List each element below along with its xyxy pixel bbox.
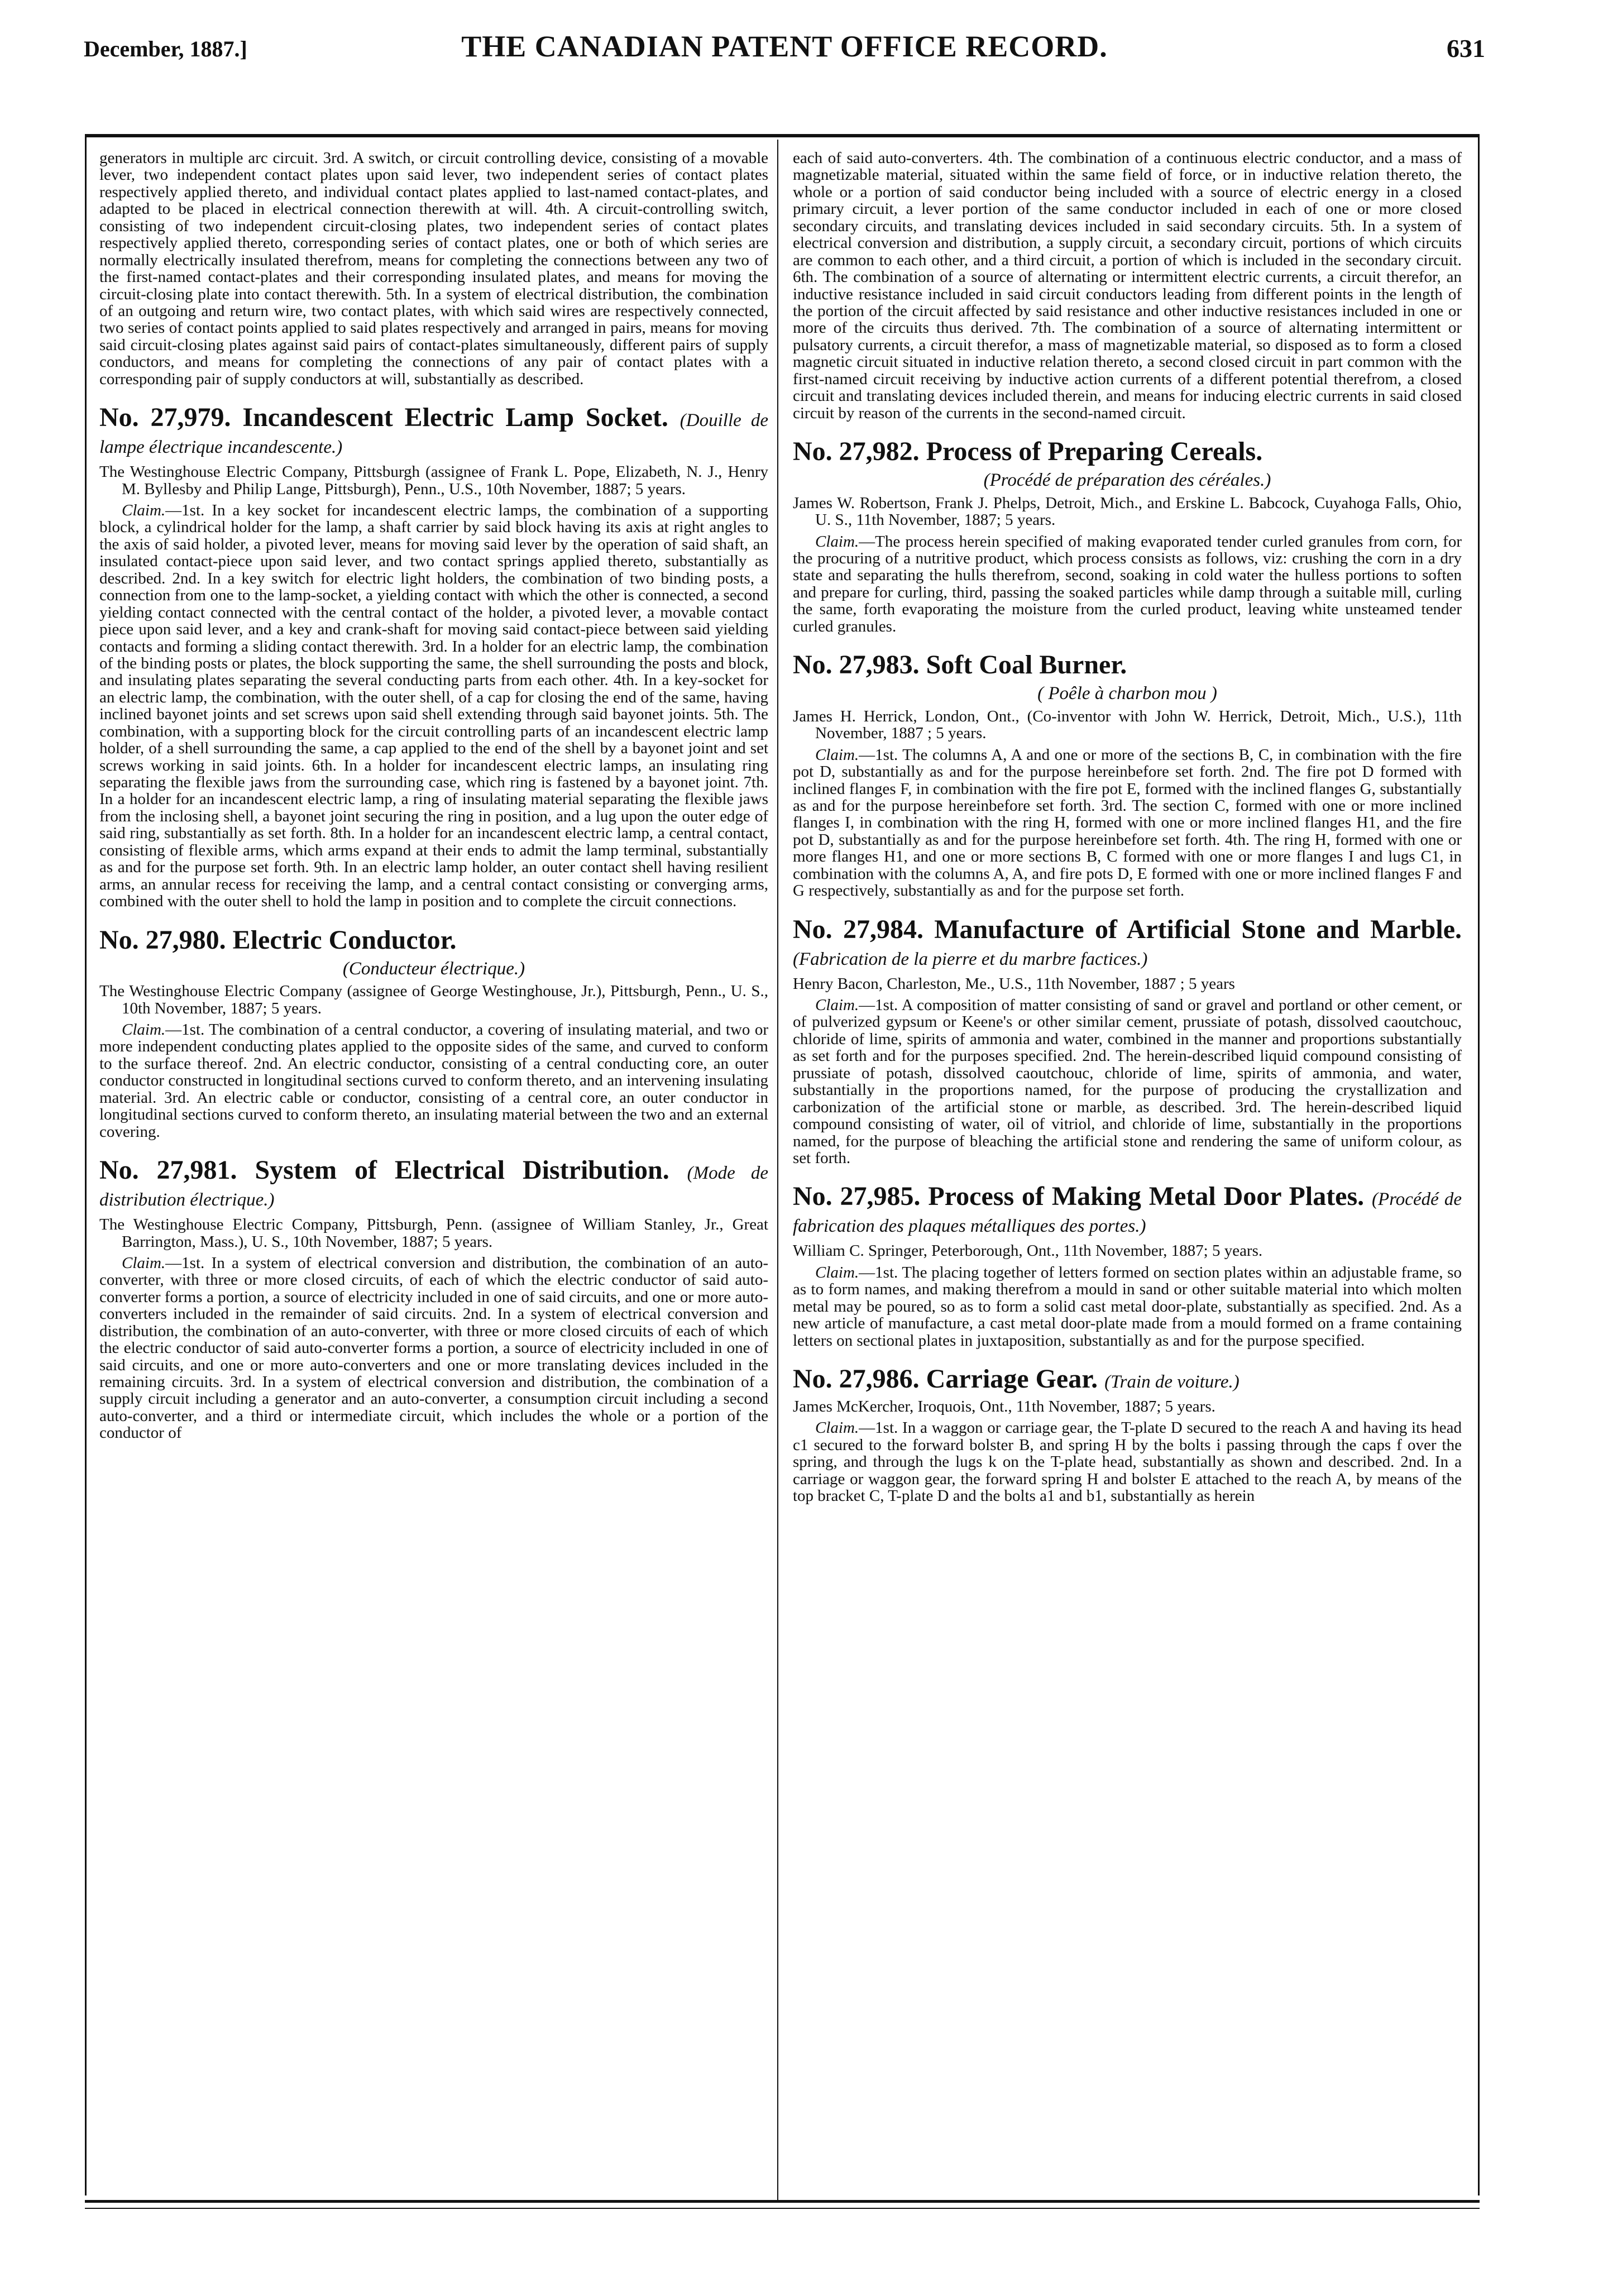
patent-title: Process of Making Metal Door Plates. [928,1182,1365,1212]
patent-entry-27984 [793,916,1462,1167]
patent-claims [793,533,1462,635]
bottom-rule-thick [85,2200,1480,2203]
claim-label: Claim. [815,1263,859,1281]
patent-number: No. 27,982. [793,437,920,466]
patent-claims [99,502,768,910]
patent-title: Process of Preparing Cereals. [926,437,1263,466]
claim-label: Claim. [122,1254,166,1272]
patent-number: No. 27,985. [793,1182,921,1212]
patent-claims [793,1264,1462,1349]
patent-title: Soft Coal Burner. [926,650,1127,680]
french-title: (Procédé de préparation des céréales.) [983,470,1271,490]
publication-title: THE CANADIAN PATENT OFFICE RECORD. [461,30,1108,63]
patent-number: No. 27,980. [99,925,226,955]
claim-text: —1st. A composition of matter consisting of sand or gravel and portland or other cement, or of pulverized gypsum or Keene's or other similar cement, prussiate of potash, dissolved caoutchouc, chloride of lime, spirits of ammonia and water, combined in the manner and proportions substantially as set forth and for the purposes specified. 2nd. The herein-described liquid compound consisting of prussiate of potash, dissolved caoutchouc, chloride of lime, spirits of ammonia, and water, substantially in the proportions named, for the purpose of producing the crystallization and carbonization of the artificial stone or marble, as described. 3rd. The herein-described liquid compound consisting of water, oil of vitriol, and chloride of lime, substantially in the proportions named, for the purpose of bleaching the artificial stone and rendering the same of uniform colour, as set forth. [793,996,1462,1167]
claim-text: —1st. In a key socket for incandescent electric lamps, the combination of a supporting block, a cylindrical holder for the lamp, a shaft carrier by said block having its axis at right angles to the axis of said holder, a pivoted lever, means for moving said lever by the operation of said shaft, an insulated contact-piece upon said lever, and two contact springs applied thereto, substantially as described. 2nd. In a key switch for electric light holders, the combination of two binding posts, a connection from one to the lamp-socket, a yielding contact with which the other is connected, a second yielding contact connected with the central contact of the holder, a pivoted lever, a movable contact piece upon said lever, and a key and crank-shaft for moving said contact-piece between said yielding contacts and forming a sliding contact therewith. 3rd. In a holder for an electric lamp, the combination of the binding posts or plates, the block supporting the same, the shell surrounding the posts and block, and insulating plates separating the several conducting parts from each other. 4th. In a key-socket for an electric lamp, the combination, with the outer shell, of a cap for closing the end of the same, having inclined bayonet joints and set screws upon said shell extending through said bayonet joints. 5th. The combination, with a supporting block for the circuit controlling parts of an incandescent electric lamp holder, of a shell surrounding the same, a cap applied to the end of the shell by a bayonet joint and set screws working in said joints. 6th. In a holder for incandescent electric lamps, an insulating ring separating the flexible jaws from the surrounding case, which ring is fastened by a bayonet joint. 7th. In a holder for an incandescent electric lamp, a ring of insulating material separating the flexible jaws from the inclosing shell, a bayonet joint securing the ring in position, and a lug upon the outer edge of said ring, substantially as set forth. 8th. In a holder for an incandescent electric lamp, a central contact, consisting of flexible arms, which arms expand at their ends to admit the lamp terminal, substantially as and for the purpose set forth. 9th. In an electric lamp holder, an outer contact shell having resilient arms, an annular recess for receiving the lamp, and a central contact consisting or converging arms, combined with the outer shell to hold the lamp in position and to complete the circuit connections. [99,501,768,911]
page-number: 631 [1447,34,1485,63]
patent-heading [793,438,1462,465]
issue-date: December, 1887.] [84,36,247,61]
french-title: (Mode de distribution électrique.) [99,1163,768,1211]
french-title: (Conducteur électrique.) [342,958,525,979]
patent-assignment: William C. Springer, Peterborough, Ont., 11th November, 1887; 5 years. [793,1242,1263,1260]
bottom-rule-thin [85,2208,1480,2209]
patent-assignment: The Westinghouse Electric Company, Pittsburgh, Penn. (assignee of William Stanley, Jr., Great Barrington, Mass.), U. S., 10th November, 1887; 5 years. [99,1216,768,1251]
patent-assignment: James H. Herrick, London, Ont., (Co-inventor with John W. Herrick, Detroit, Mich., U.S.), 11th November, 1887 ; 5 years. [793,707,1462,743]
claim-label: Claim. [815,745,859,764]
patent-heading [793,1366,1462,1393]
patent-heading [99,927,768,954]
claim-label: Claim. [122,1021,166,1039]
patent-heading [99,1157,768,1211]
patent-heading [793,652,1462,678]
french-title: (Procédé de fabrication des plaques métalliques des portes.) [793,1189,1462,1237]
claim-text: —1st. The placing together of letters formed on section plates within an adjustable frame, so as to form names, and making therefrom a mould in sand or other suitable material into which molten metal may be poured, so as to form a solid cast metal door-plate, substantially as specified. 2nd. As a new article of manufacture, a cast metal door-plate made from a mould formed on a frame containing letters on sectional plates in juxtaposition, substantially as and for the purpose specified. [793,1263,1462,1350]
patent-title: Carriage Gear. [926,1364,1098,1394]
patent-number: No. 27,979. [99,403,231,433]
claim-label: Claim. [815,532,859,551]
claim-label: Claim. [815,1419,859,1437]
left-column [99,150,768,2193]
patent-entry-27979 [99,404,768,910]
patent-number: No. 27,981. [99,1155,237,1185]
patent-number: No. 27,983. [793,650,920,680]
patent-title: Manufacture of Artificial Stone and Marble. [934,914,1462,944]
patent-entry-27985 [793,1183,1462,1349]
patent-claims [793,1419,1462,1504]
french-title: (Train de voiture.) [1104,1372,1240,1393]
patent-entry-27980 [99,927,768,1141]
patent-claims [99,1021,768,1140]
patent-heading [793,916,1462,970]
patent-heading [793,1183,1462,1237]
patent-entry-27982 [793,438,1462,635]
continued-claim-text: generators in multiple arc circuit. 3rd. A switch, or circuit controlling device, consisting of a movable lever, two independent contact plates upon said lever, two independent series of contact plates respectively applied thereto, and individual contact plates applied to last-named contact-plates, and adapted to be placed in electrical connection therewith at will. 4th. A circuit-controlling switch, consisting of two independent circuit-closing plates, two independent series of contact plates respectively applied thereto, corresponding series of contact plates, one or both of which series are normally electrically insulated therefrom, means for completing the connections between any two of the first-named contact-plates and their corresponding insulated plates, and means for moving the circuit-closing plate into contact therewith. 5th. In a system of electrical distribution, the combination of an outgoing and return wire, two contact plates, with which said wires are respectively connected, two series of contact points applied to said plates respectively and arranged in pairs, means for moving said circuit-closing plates against said pairs of contact-plates simultaneously, different pairs of supply conductors, and means for completing the connections of any pair of contact plates with a corresponding pair of supply conductors at will, substantially as described. [99,150,768,388]
patent-title: Incandescent Electric Lamp Socket. [242,403,668,433]
patent-claims [99,1255,768,1442]
patent-claims [793,997,1462,1166]
patent-assignment: James McKercher, Iroquois, Ont., 11th November, 1887; 5 years. [793,1398,1215,1416]
patent-assignment: The Westinghouse Electric Company, Pittsburgh (assignee of Frank L. Pope, Elizabeth, N. J., Henry M. Byllesby and Philip Lange, Pittsburgh), Penn., U.S., 10th November, 1887; 5 years. [99,463,768,498]
claim-label: Claim. [122,501,166,519]
patent-assignment: Henry Bacon, Charleston, Me., U.S., 11th November, 1887 ; 5 years [793,974,1235,993]
right-column [793,150,1462,2193]
patent-entry-27986 [793,1366,1462,1505]
patent-entry-27983 [793,652,1462,899]
patent-claims [793,747,1462,900]
claim-text: —The process herein specified of making evaporated tender curled granules from corn, for the procuring of a nutritive product, which process consists as follows, viz: crushing the corn in a dry state and separating the hulls therefrom, second, soaking in cold water the hulless portions to soften and prepare for curling, third, passing the soaked particles while damp through a suitable mill, curling the same, forth evaporating the moisture from the curled product, leaving white unsteamed tender curled granules. [793,532,1462,635]
patent-title: Electric Conductor. [232,925,457,955]
french-title: (Fabrication de la pierre et du marbre factices.) [793,949,1148,969]
patent-entry-27981 [99,1157,768,1442]
column-divider [777,140,778,2200]
patent-heading [99,404,768,458]
french-title: (Douille de lampe électrique incandescente.) [99,410,768,458]
running-head [84,29,1485,79]
continued-claim-text: each of said auto-converters. 4th. The combination of a continuous electric conductor, and a mass of magnetizable material, situated within the same field of force, or in inductive relation thereto, the whole or a portion of said conductor being included with a source of electric energy in a closed primary circuit, a lever portion of the same conductor included in each of one or more closed secondary circuits, and translating devices included in said secondary circuits. 5th. In a system of electrical conversion and distribution, a supply circuit, a secondary circuit, portions of which circuits are common to each other, and a third circuit, a portion of which is included in the secondary circuit. 6th. The combination of a source of alternating or intermittent electric currents, a circuit therefor, an inductive resistance included in said circuit conductors leading from different points in the length of the portion of the circuit affected by said resistance and other inductive resistances included in one or more of the circuits thus derived. 7th. The combination of a source of alternating intermittent or pulsatory currents, a circuit therefor, a mass of magnetizable material, so disposed as to form a closed magnetic circuit situated in inductive relation thereto, a second closed circuit in part common with the first-named circuit receiving by inductive action currents of a different potential therefrom, a closed circuit and translating devices included therein, and means for inducing electric currents in said closed circuit by reason of the currents in the second-named circuit. [793,150,1462,422]
claim-text: —1st. In a waggon or carriage gear, the T-plate D secured to the reach A and having its head c1 secured to the forward bolster B, and spring H by the bolts i passing through the caps f over the spring, and through the lugs k on the T-plate head, substantially as shown and described. 2nd. In a carriage or waggon gear, the forward spring H and bolster E attached to the reach A, by means of the top bracket C, T-plate D and the bolts a1 and b1, substantially as herein [793,1419,1462,1505]
claim-label: Claim. [815,996,859,1015]
french-title: ( Poêle à charbon mou ) [1037,683,1217,704]
patent-title: System of Electrical Distribution. [255,1155,669,1185]
patent-assignment: James W. Robertson, Frank J. Phelps, Detroit, Mich., and Erskine L. Babcock, Cuyahoga Falls, Ohio, U. S., 11th November, 1887; 5 years. [793,494,1462,529]
claim-text: —1st. In a system of electrical conversion and distribution, the combination of an auto-converter, with three or more closed circuits, of each of which the electric conductor of said auto-converter forms a portion, a source of electricity included in one of said circuits, and one or more auto-converters included in the remainder of said circuits. 2nd. In a system of electrical conversion and distribution, the combination of an auto-converter, with three or more closed circuits of each of which the electric conductor of said auto-converter forms a portion, a source of electricity included in one of said circuits, and one or more auto-converters and one or more translating devices included in the remaining circuits. 3rd. In a system of electrical conversion and distribution, the combination of a supply circuit including a generator and an auto-converter, a consumption circuit including a second auto-converter, and a third or intermediate circuit, which includes the whole or a portion of the conductor of [99,1254,768,1442]
claim-text: —1st. The columns A, A and one or more of the sections B, C, in combination with the fire pot D, substantially as and for the purpose hereinbefore set forth. 2nd. The fire pot D formed with inclined flanges F, in combination with the fire pot E, formed with the inclined flanges G, substantially as and for the purpose hereinbefore set forth. 3rd. The section C, formed with one or more inclined flanges I, in combination with the ring H, formed with one or more inclined flanges H1, and the fire pot D, substantially as and for the purpose hereinbefore set forth. 4th. The ring H, formed with one or more flanges H1, and one or more sections B, C formed with one or more flanges I and lugs C1, in combination with the columns A, A, and fire pots D, E formed with one or more inclined flanges F and G respectively, substantially as and for the purpose set forth. [793,745,1462,900]
patent-number: No. 27,986. [793,1364,920,1394]
patent-assignment: The Westinghouse Electric Company (assignee of George Westinghouse, Jr.), Pittsburgh, Penn., U. S., 10th November, 1887; 5 years. [99,982,768,1017]
claim-text: —1st. The combination of a central conductor, a covering of insulating material, and two or more independent conducting plates applied to the opposite sides of the same, and curved to conform to the surface thereof. 2nd. An electric conductor, consisting of a central conducting core, an outer conductor constructed in longitudinal sections curved to conform thereto, and an intervening insulating material. 3rd. An electric cable or conductor, consisting of a central core, an outer conductor in longitudinal sections curved to conform thereto, an insulating material between the two and an external covering. [99,1021,768,1141]
patent-number: No. 27,984. [793,914,923,944]
